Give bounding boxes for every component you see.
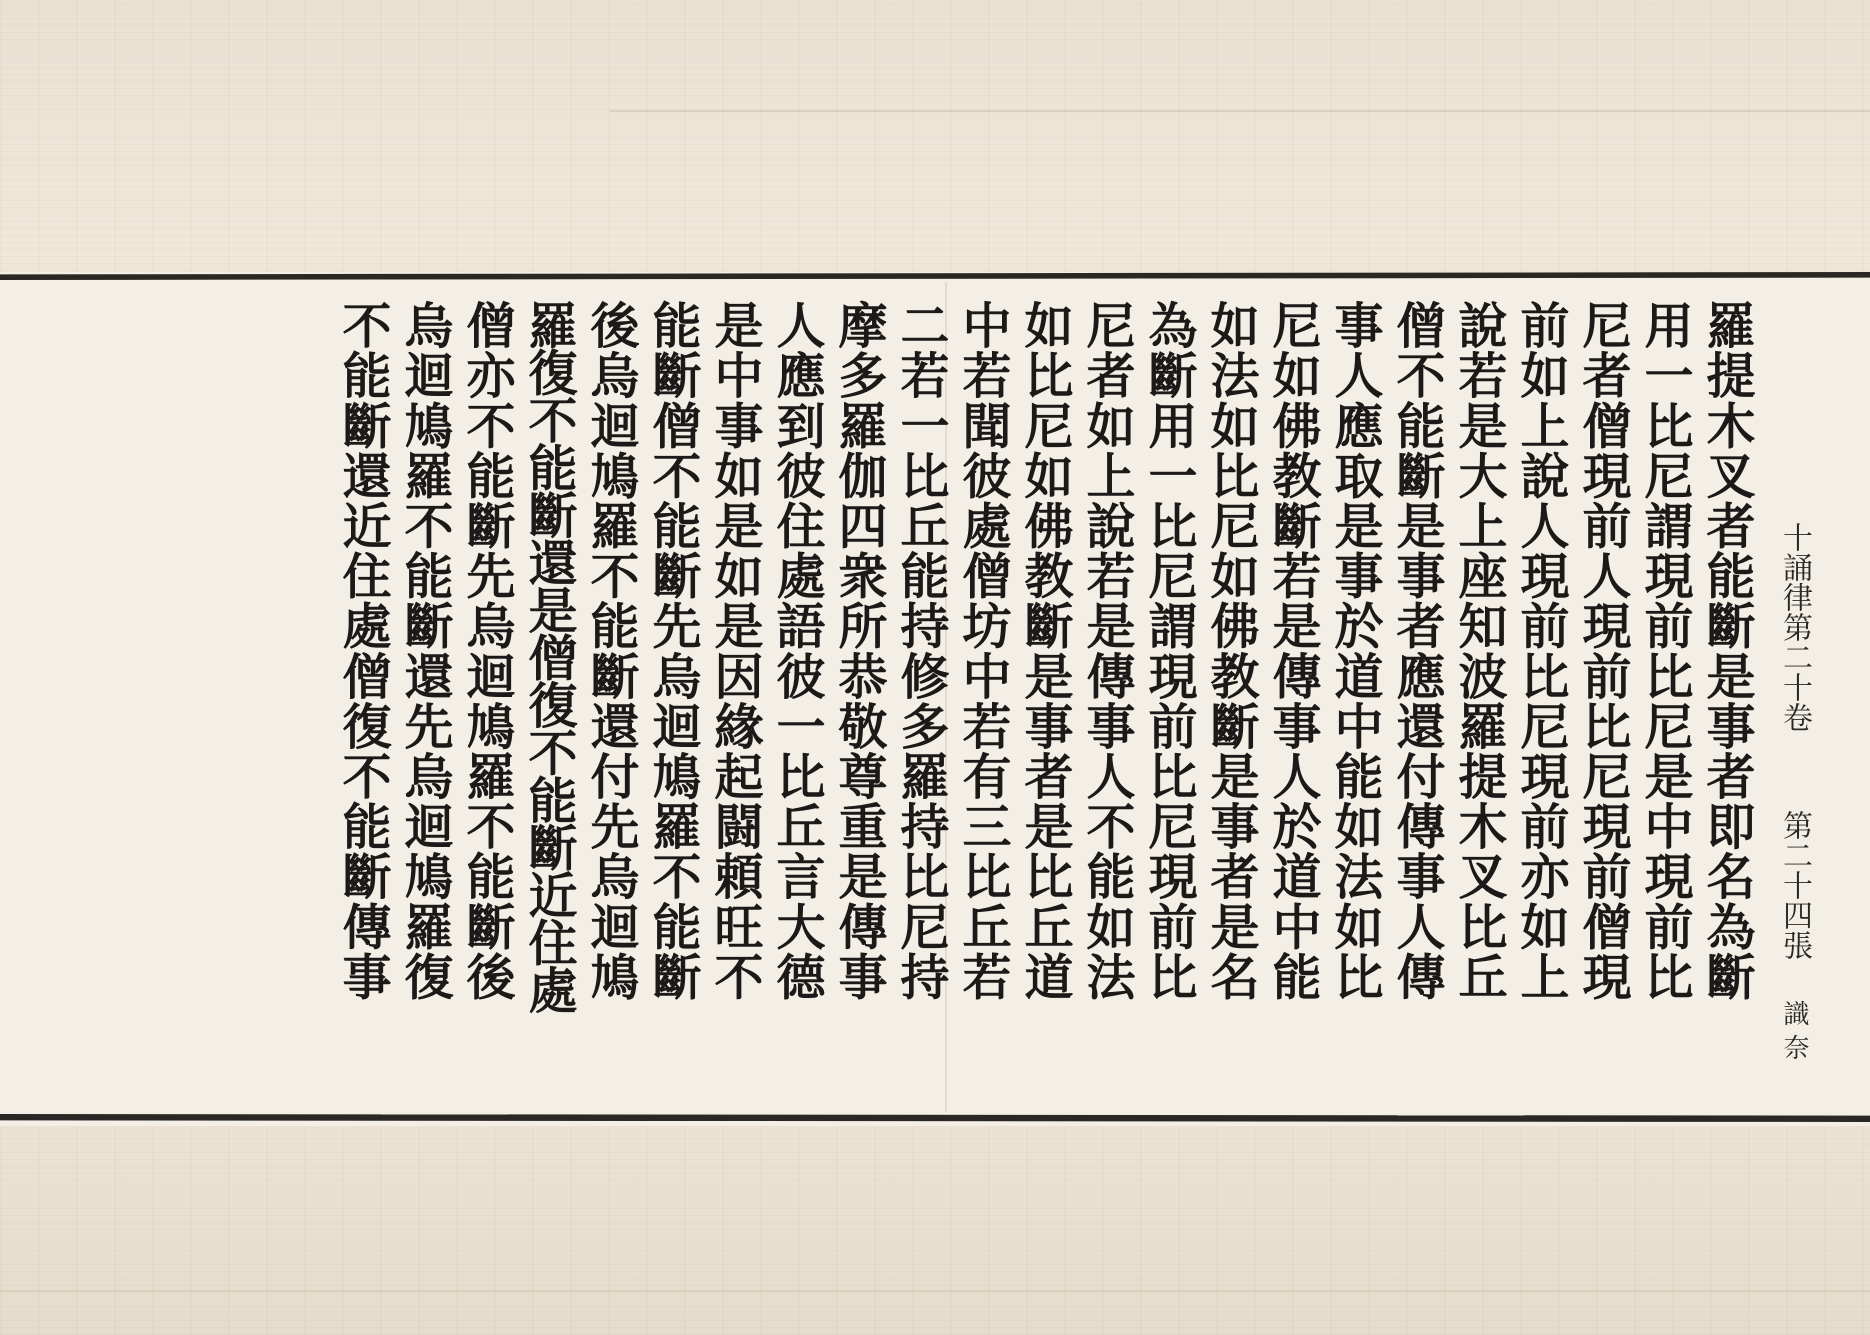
text-column-10: 為斷用一比尼謂現前比尼現前比 [1141, 300, 1199, 1002]
text-column-23: 不能斷還近住處僧復不能斷傳事 [335, 300, 393, 1002]
text-column-22: 烏迴鳩羅不能斷還先烏迴鳩羅復 [397, 300, 455, 1002]
paper-fold-line [610, 110, 1870, 112]
text-column-1: 羅提木叉者能斷是事者即名為斷 [1699, 300, 1757, 1002]
text-column-18: 能斷僧不能斷先烏迴鳩羅不能斷 [645, 300, 703, 1002]
text-column-11: 尼者如上說若是傳事人不能如法 [1079, 300, 1137, 1002]
text-column-9: 如法如比尼如佛教斷是事者是名 [1203, 300, 1261, 1002]
paper-fold-line-lower [0, 1290, 1870, 1292]
text-column-14: 二若一比丘能持修多羅持比尼持 [893, 300, 951, 1002]
text-column-5: 說若是大上座知波羅提木叉比丘 [1451, 300, 1509, 1002]
text-column-3: 尼者僧現前人現前比尼現前僧現 [1575, 300, 1633, 1002]
text-column-15: 摩多羅伽四衆所恭敬尊重是傳事 [831, 300, 889, 1002]
text-column-12: 如比尼如佛教斷是事者是比丘道 [1017, 300, 1075, 1002]
margin-sheet-number: 第二十四張 [1777, 810, 1812, 960]
margin-title: 十誦律第二十卷 [1777, 522, 1812, 732]
text-column-13: 中若聞彼處僧坊中若有三比丘若 [955, 300, 1013, 1002]
text-column-8: 尼如佛教斷若是傳事人於道中能 [1265, 300, 1323, 1002]
text-column-21: 僧亦不能斷先烏迴鳩羅不能斷後 [459, 300, 517, 1002]
text-column-20: 羅復不能斷還是僧復不能斷近住處 [521, 300, 579, 1013]
text-column-7: 事人應取是事於道中能如法如比 [1327, 300, 1385, 1002]
text-column-16: 人應到彼住處語彼一比丘言大德 [769, 300, 827, 1002]
text-column-4: 前如上說人現前比尼現前亦如上 [1513, 300, 1571, 1002]
text-column-2: 用一比尼謂現前比尼是中現前比 [1637, 300, 1695, 1002]
margin-mark: 識 奈 [1779, 1000, 1809, 1061]
text-column-19: 後烏迴鳩羅不能斷還付先烏迴鳩 [583, 300, 641, 1002]
text-column-17: 是中事如是如是因緣起闘頼旺不 [707, 300, 765, 1002]
text-column-6: 僧不能斷是事者應還付傳事人傳 [1389, 300, 1447, 1002]
